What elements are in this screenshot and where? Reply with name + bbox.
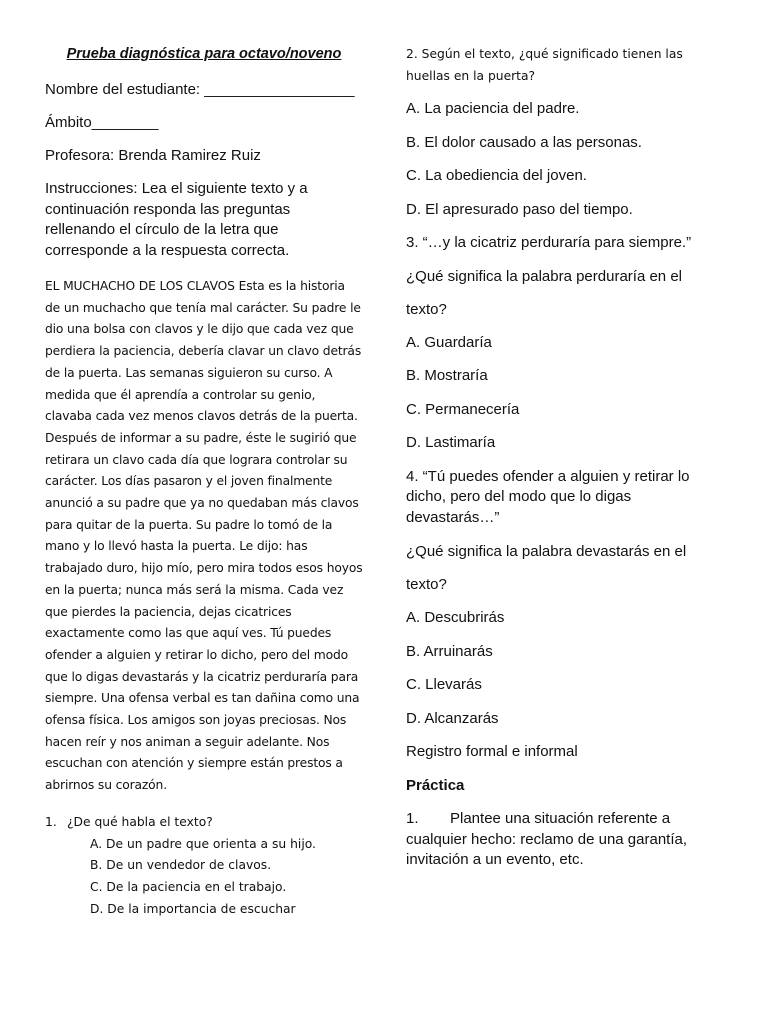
question-2-option-b: B. El dolor causado a las personas.: [406, 133, 642, 151]
practice-text: Plantee una situación referente a cualquier hecho: reclamo de una garantía, invitación a un evento, etc.: [406, 810, 688, 869]
question-1: [45, 812, 363, 921]
left-column: [45, 44, 363, 920]
story-text: EL MUCHACHO DE LOS CLAVOS Esta es la historia de un muchacho que tenía mal carácter. Su padre le dio una bolsa con clavos y le dijo que cada vez que perdiera la paciencia, debería clavar un clavo detrás de la puerta. Las semanas siguieron su curso. A medida que él aprendía a controlar su genio, clavaba cada vez menos clavos detrás de la puerta. Después de informar a su padre, éste le sugirió que retirara un clavo cada día que lograra controlar su carácter. Los días pasaron y el joven finalmente anunció a su padre que ya no quedaban más clavos para quitar de la puerta. Su padre lo tomó de la mano y lo llevó hasta la puerta. Le dijo: has trabajado duro, hijo mío, pero mira todos esos hoyos en la puerta; nunca más será la misma. Cada vez que pierdes la paciencia, dejas cicatrices exactamente como las que aquí ves. Tú puedes ofender a alguien y retirar lo dicho, pero del modo que lo digas devastarás y la cicatriz perduraría para siempre. Una ofensa verbal es tan dañina como una ofensa física. Los amigos son joyas preciosas. Nos hacen reír y nos animan a seguir adelante. Nos escuchan con atención y siempre están prestos a abrirnos su corazón.: [45, 279, 363, 793]
question-3-option-d: D. Lastimaría: [406, 434, 496, 452]
question-1-option-a: A. De un padre que orienta a su hijo.: [90, 836, 316, 851]
question-3-text-cont: texto?: [406, 300, 447, 318]
teacher-line: Profesora: Brenda Ramirez Ruiz: [45, 147, 261, 164]
question-4-text: ¿Qué significa la palabra devastarás en el: [406, 543, 687, 561]
question-3-quote: 3. “…y la cicatriz perduraría para siempre.”: [406, 234, 692, 252]
question-3-option-b: B. Mostraría: [406, 367, 488, 385]
question-1-option-d: D. De la importancia de escuchar: [90, 901, 296, 916]
question-2-option-a: A. La paciencia del padre.: [406, 100, 580, 118]
student-name-field: Nombre del estudiante: __________________: [45, 81, 355, 98]
question-1-option-c: C. De la paciencia en el trabajo.: [90, 879, 287, 894]
question-4-option-b: B. Arruinarás: [406, 642, 493, 660]
ambito-field: Ámbito________: [45, 114, 159, 131]
question-3-option-a: A. Guardaría: [406, 333, 492, 351]
question-1-text: ¿De qué habla el texto?: [67, 814, 213, 829]
question-2-option-c: C. La obediencia del joven.: [406, 167, 587, 185]
register-heading: Registro formal e informal: [406, 743, 578, 761]
question-4-quote: 4. “Tú puedes ofender a alguien y retirar lo dicho, pero del modo que lo digas devastarás…”: [406, 467, 690, 526]
question-1-option-b: B. De un vendedor de clavos.: [90, 858, 272, 873]
question-4-option-c: C. Llevarás: [406, 676, 482, 694]
right-column: [406, 44, 706, 871]
practice-item: [406, 809, 706, 871]
question-4-option-d: D. Alcanzarás: [406, 709, 499, 727]
question-3-text: ¿Qué significa la palabra perduraría en el: [406, 267, 682, 285]
question-1-line: [45, 812, 363, 834]
question-4-option-a: A. Descubrirás: [406, 609, 505, 627]
question-2-text: 2. Según el texto, ¿qué significado tienen las huellas en la puerta?: [406, 47, 683, 83]
practice-number: 1.: [406, 810, 419, 828]
question-4-text-cont: texto?: [406, 576, 447, 594]
page-title: Prueba diagnóstica para octavo/noveno: [66, 46, 342, 62]
question-2-option-d: D. El apresurado paso del tiempo.: [406, 200, 633, 218]
question-1-number: 1.: [45, 814, 57, 829]
practice-heading: Práctica: [406, 776, 465, 794]
instructions: Instrucciones: Lea el siguiente texto y a continuación responda las preguntas rellenando el círculo de la letra que corresponde a la respuesta correcta.: [45, 180, 308, 259]
question-3-option-c: C. Permanecería: [406, 400, 520, 418]
